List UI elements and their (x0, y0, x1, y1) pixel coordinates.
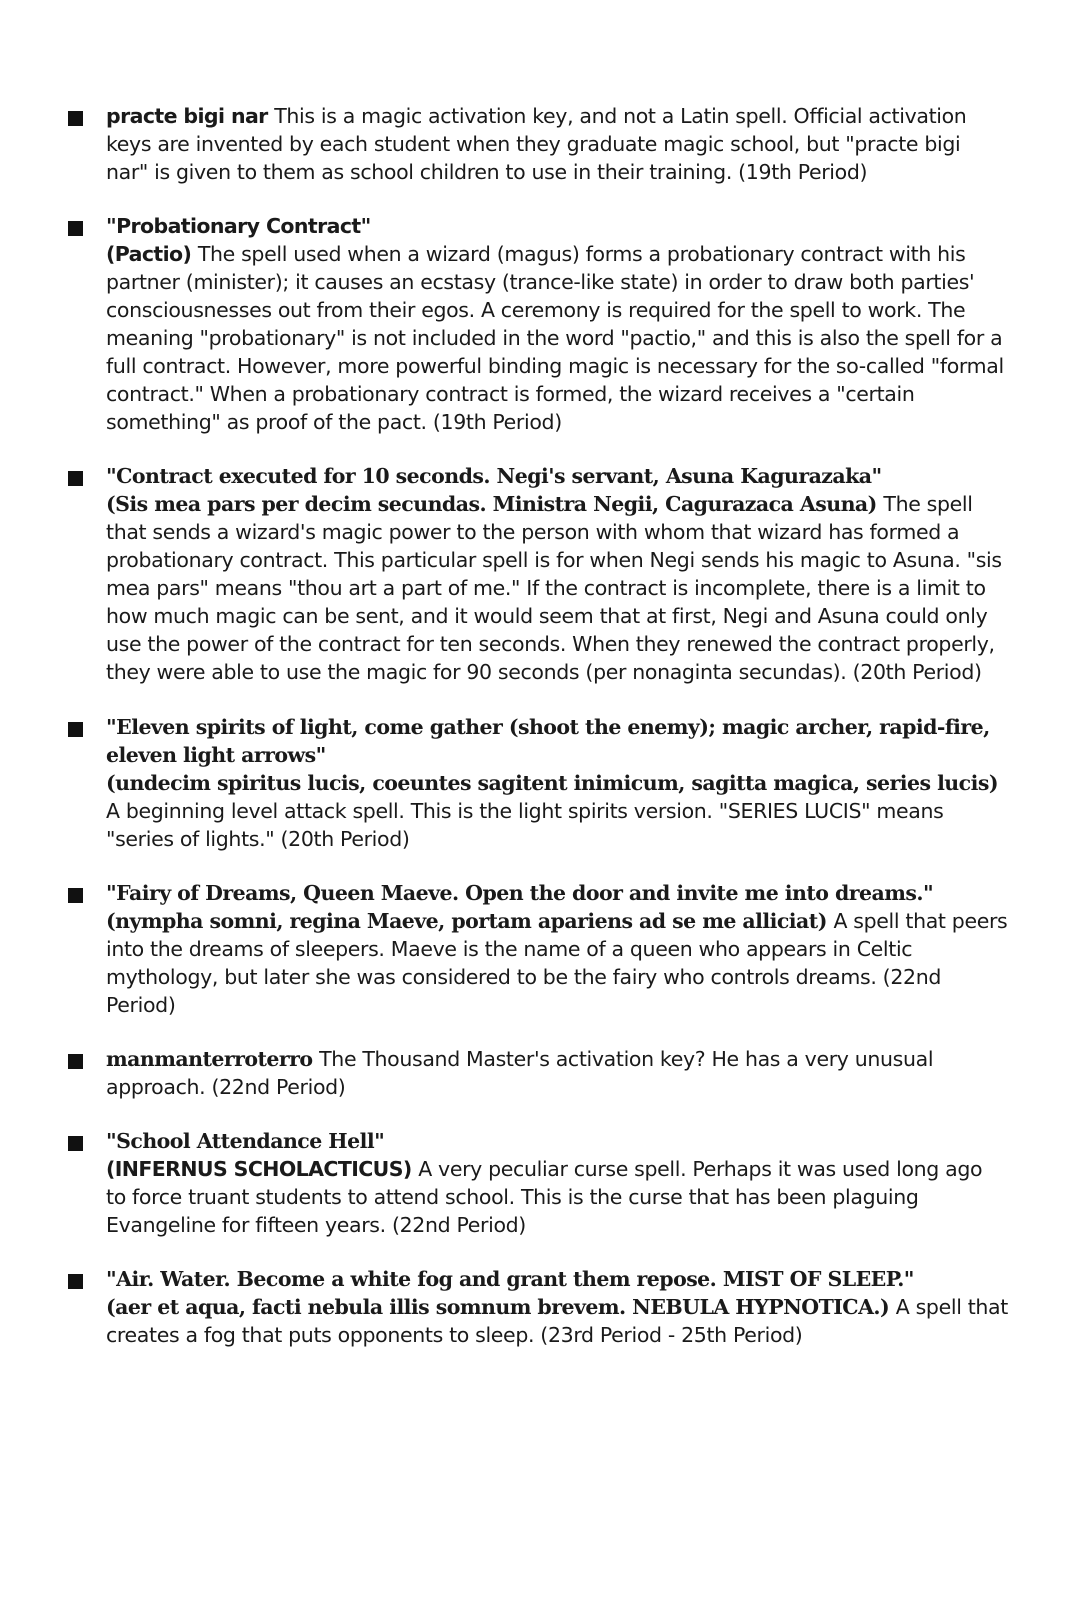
entry-term: "Fairy of Dreams, Queen Maeve. Open the door and invite me into dreams." (106, 881, 934, 905)
glossary-entry (68, 1127, 1008, 1239)
square-bullet-icon (68, 888, 83, 903)
entry-latin: (Sis mea pars per decim secundas. Ministra Negii, Cagurazaca Asuna) (106, 492, 884, 516)
square-bullet-icon (68, 1054, 83, 1069)
entry-description: A spell that peers into the dreams of sleepers. Maeve is the name of a queen who appears in Celtic mythology, but later she was considered to be the fairy who controls dreams. (22nd Period) (106, 909, 1008, 1017)
square-bullet-icon (68, 722, 83, 737)
entry-latin: (aer et aqua, facti nebula illis somnum brevem. NEBULA HYPNOTICA.) (106, 1295, 896, 1319)
entry-description: A very peculiar curse spell. Perhaps it was used long ago to force truant students to attend school. This is the curse that has been plaguing Evangeline for fifteen years. (22nd Period) (106, 1157, 983, 1237)
entry-description: This is a magic activation key, and not a Latin spell. Official activation keys are invented by each student when they graduate magic school, but "practe bigi nar" is given to them as school children to use in their training. (19th Period) (106, 104, 967, 184)
entry-term: "Eleven spirits of light, come gather (shoot the enemy); magic archer, rapid-fire, eleven light arrows" (106, 715, 990, 767)
square-bullet-icon (68, 1136, 83, 1151)
glossary-entry (68, 212, 1008, 436)
square-bullet-icon (68, 221, 83, 236)
entry-description: The spell used when a wizard (magus) forms a probationary contract with his partner (minister); it causes an ecstasy (trance-like state) in order to draw both parties' consciousnesses out from their egos. A ceremony is required for the spell to work. The meaning "probationary" is not included in the word "pactio," and this is also the spell for a full contract. However, more powerful binding magic is necessary for the so-called "formal contract." When a probationary contract is formed, the wizard receives a "certain something" as proof of the pact. (19th Period) (106, 242, 1004, 434)
glossary-entry (68, 1265, 1008, 1349)
entry-latin: (undecim spiritus lucis, coeuntes sagitent inimicum, sagitta magica, series lucis) (106, 771, 998, 795)
spell-glossary-list (68, 102, 1008, 1375)
glossary-entry (68, 879, 1008, 1019)
entry-term: "Probationary Contract" (106, 214, 371, 238)
square-bullet-icon (68, 111, 83, 126)
glossary-entry (68, 713, 1008, 853)
entry-description: The spell that sends a wizard's magic power to the person with whom that wizard has formed a probationary contract. This particular spell is for when Negi sends his magic to Asuna. "sis mea pars" means "thou art a part of me." If the contract is incomplete, there is a limit to how much magic can be sent, and it would seem that at first, Negi and Asuna could only use the power of the contract for ten seconds. When they renewed the contract properly, they were able to use the magic for 90 seconds (per nonaginta secundas). (20th Period) (106, 492, 1002, 684)
entry-description: A beginning level attack spell. This is the light spirits version. "SERIES LUCIS" means "series of lights." (20th Period) (106, 799, 944, 851)
entry-latin: (Pactio) (106, 242, 198, 266)
entry-latin: (INFERNUS SCHOLACTICUS) (106, 1157, 419, 1181)
entry-description: A spell that creates a fog that puts opponents to sleep. (23rd Period - 25th Period) (106, 1295, 1008, 1347)
entry-term: "School Attendance Hell" (106, 1129, 385, 1153)
glossary-entry (68, 462, 1008, 686)
entry-term: practe bigi nar (106, 104, 275, 128)
glossary-entry (68, 102, 1008, 186)
entry-term: "Contract executed for 10 seconds. Negi's servant, Asuna Kagurazaka" (106, 464, 882, 488)
glossary-entry (68, 1045, 1008, 1101)
entry-term: manmanterroterro (106, 1047, 320, 1071)
entry-latin: (nympha somni, regina Maeve, portam apariens ad se me alliciat) (106, 909, 834, 933)
entry-description: The Thousand Master's activation key? He has a very unusual approach. (22nd Period) (106, 1047, 934, 1099)
square-bullet-icon (68, 1274, 83, 1289)
square-bullet-icon (68, 471, 83, 486)
entry-term: "Air. Water. Become a white fog and grant them repose. MIST OF SLEEP." (106, 1267, 914, 1291)
